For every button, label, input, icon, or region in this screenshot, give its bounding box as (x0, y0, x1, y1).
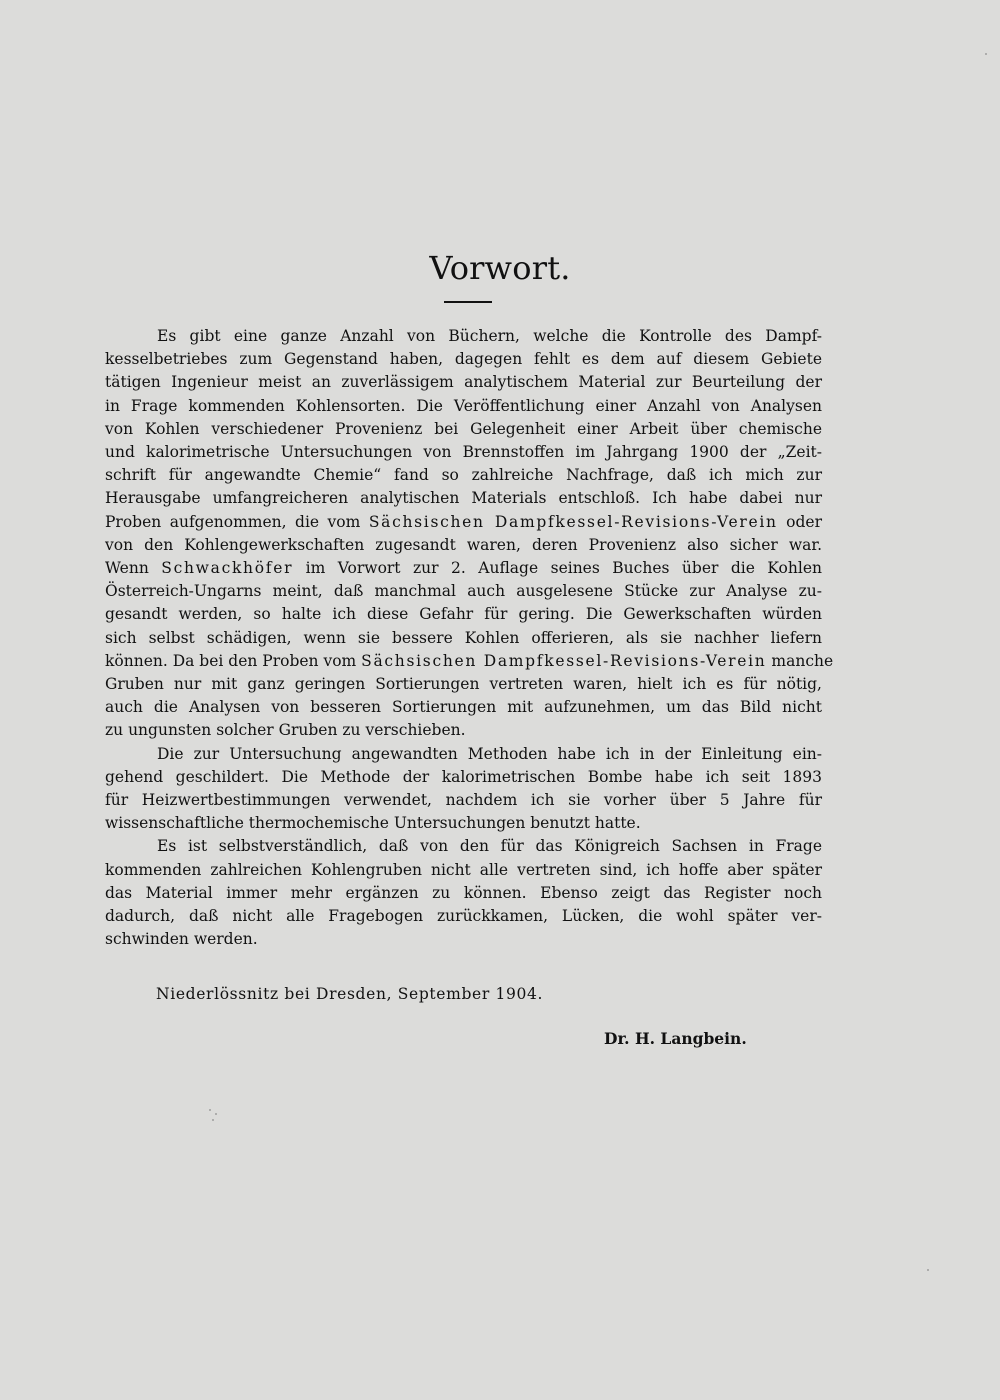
title-divider (444, 301, 492, 303)
paragraph (105, 835, 822, 951)
place-date-line: Niederlössnitz bei Dresden, September 1904. (156, 985, 544, 1003)
text-line: Wenn Schwackhöfer im Vorwort zur 2. Auflage seines Buches über die Kohlen (105, 559, 822, 578)
text-line: kesselbetriebes zum Gegenstand haben, dagegen fehlt es dem auf diesem Gebiete (105, 350, 822, 369)
author-signature: Dr. H. Langbein. (604, 1029, 747, 1048)
paper-speck (215, 1113, 217, 1115)
paragraph (105, 325, 834, 743)
text-line: können. Da bei den Proben vom Sächsischen Dampfkessel-Revisions-Verein manche (105, 651, 834, 670)
paper-speck (985, 53, 987, 55)
text-line: für Heizwertbestimmungen verwendet, nachdem ich sie vorher über 5 Jahre für (105, 791, 822, 810)
text-line: Gruben nur mit ganz geringen Sortierungen vertreten waren, hielt ich es für nötig, (105, 675, 822, 694)
text-line: schrift für angewandte Chemie“ fand so zahlreiche Nachfrage, daß ich mich zur (105, 466, 822, 485)
text-line: tätigen Ingenieur meist an zuverlässigem analytischem Material zur Beurteilung der (105, 373, 822, 392)
text-line: sich selbst schädigen, wenn sie bessere Kohlen offerieren, als sie nachher liefern (105, 628, 822, 647)
text-line: zu ungunsten solcher Gruben zu verschieben. (105, 721, 466, 740)
text-line: schwinden werden. (105, 930, 258, 949)
text-line: Herausgabe umfangreicheren analytischen Materials entschloß. Ich habe dabei nur (105, 489, 822, 508)
text-line: gesandt werden, so halte ich diese Gefahr für gering. Die Gewerkschaften würden (105, 605, 822, 624)
text-line: auch die Analysen von besseren Sortierungen mit aufzunehmen, um das Bild nicht (105, 698, 822, 717)
text-line: Österreich-Ungarns meint, daß manchmal auch ausgelesene Stücke zur Analyse zu- (105, 582, 822, 601)
text-line: von Kohlen verschiedener Provenienz bei Gelegenheit einer Arbeit über chemische (105, 419, 822, 438)
text-line: und kalorimetrische Untersuchungen von Brennstoffen im Jahrgang 1900 der „Zeit- (105, 443, 822, 462)
text-line: Es gibt eine ganze Anzahl von Büchern, welche die Kontrolle des Dampf- (157, 327, 822, 345)
paper-speck (927, 1269, 929, 1271)
spaced-term: Schwackhöfer (161, 559, 294, 578)
spaced-term: Sächsischen Dampfkessel-Revisions-Verein (368, 512, 778, 531)
text-line: Die zur Untersuchung angewandten Methoden habe ich in der Einleitung ein- (157, 744, 822, 763)
text-line: das Material immer mehr ergänzen zu können. Ebenso zeigt das Register noch (105, 883, 822, 902)
text-line: Proben aufgenommen, die vom Sächsischen Dampfkessel-Revisions-Verein oder (105, 512, 822, 531)
text-line: Es ist selbstverständlich, daß von den für das Königreich Sachsen in Frage (157, 837, 822, 856)
text-line: von den Kohlengewerkschaften zugesandt waren, deren Provenienz also sicher war. (105, 535, 822, 554)
spaced-term: Sächsischen Dampfkessel-Revisions-Verein (361, 651, 767, 670)
text-line: kommenden zahlreichen Kohlengruben nicht alle vertreten sind, ich hoffe aber später (105, 860, 822, 879)
paragraph (105, 743, 822, 836)
text-line: wissenschaftliche thermochemische Untersuchungen benutzt hatte. (105, 814, 641, 833)
text-line: in Frage kommenden Kohlensorten. Die Veröffentlichung einer Anzahl von Analysen (105, 396, 822, 415)
paper-speck (212, 1119, 214, 1121)
page-title: Vorwort. (429, 249, 571, 287)
preface-body (105, 325, 834, 951)
paper-speck (209, 1109, 211, 1111)
text-line: gehend geschildert. Die Methode der kalorimetrischen Bombe habe ich seit 1893 (105, 767, 822, 786)
text-line: dadurch, daß nicht alle Fragebogen zurückkamen, Lücken, die wohl später ver- (105, 907, 822, 926)
